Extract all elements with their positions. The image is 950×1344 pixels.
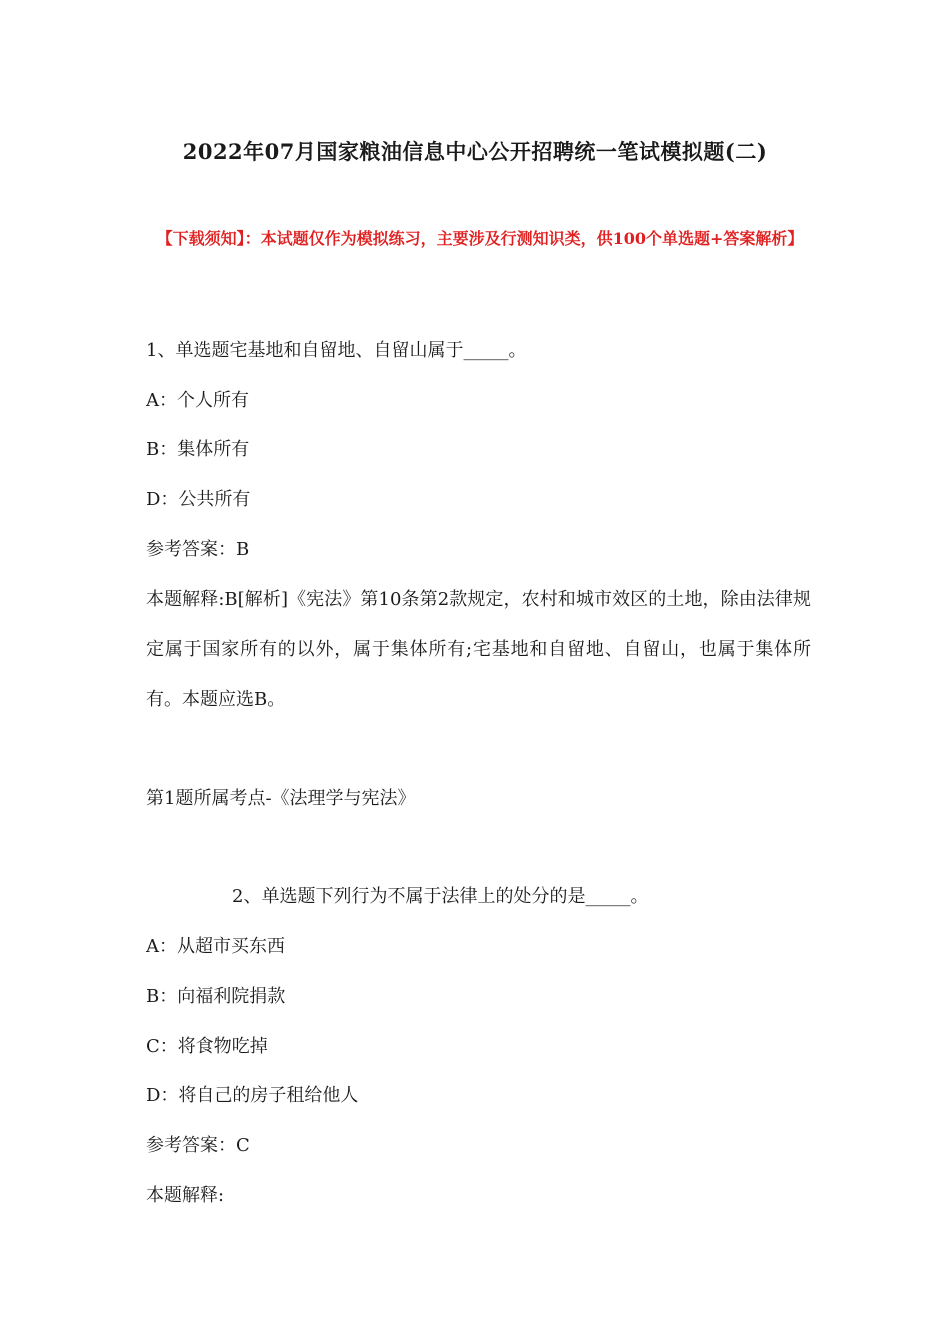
question-1-option-a: A：个人所有 [146, 390, 249, 411]
document-title: 2022年07月国家粮油信息中心公开招聘统一笔试模拟题(二) [182, 139, 768, 164]
question-2-option-a: A：从超市买东西 [146, 936, 285, 957]
download-notice: 【下载须知】：本试题仅作为模拟练习，主要涉及行测知识类，供100个单选题+答案解析】 [156, 229, 804, 248]
question-2-stem: 2、单选题下列行为不属于法律上的处分的是_____。 [232, 886, 649, 907]
question-2-answer: 参考答案：C [146, 1135, 250, 1156]
question-1-option-d: D：公共所有 [146, 489, 251, 510]
question-1-answer: 参考答案：B [146, 539, 250, 560]
question-2-option-d: D：将自己的房子租给他人 [146, 1085, 359, 1106]
question-1-explanation: 本题解释:B[解析]《宪法》第10条第2款规定，农村和城市效区的土地，除由法律规定属于国家所有的以外，属于集体所有;宅基地和自留地、自留山，也属于集体所有。本题应选B。 [146, 589, 811, 710]
question-2-explanation: 本题解释: [146, 1185, 225, 1206]
question-1-option-b: B：集体所有 [146, 439, 250, 460]
question-1-topic: 第1题所属考点-《法理学与宪法》 [146, 788, 416, 809]
question-1-stem: 1、单选题宅基地和自留地、自留山属于_____。 [146, 340, 527, 361]
question-2-option-c: C：将食物吃掉 [146, 1036, 268, 1057]
question-2-option-b: B：向福利院捐款 [146, 986, 286, 1007]
